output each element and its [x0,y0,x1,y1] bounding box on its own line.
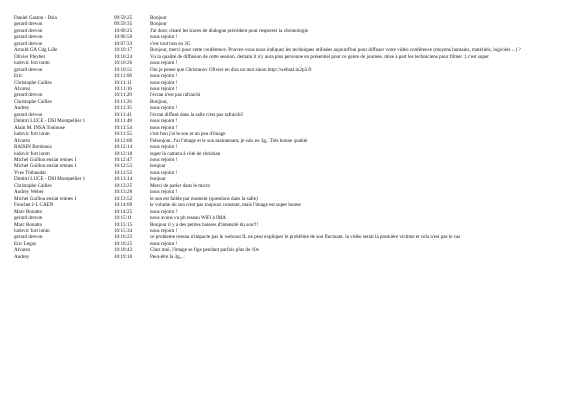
message-sender: Audrey Weber [14,189,44,196]
message-time: 10:07:33 [114,40,133,47]
message-sender: Arnold GA Cdg Lille [14,47,58,54]
message-time: 10:11:35 [114,105,132,112]
message-time: 10:10:17 [114,47,133,54]
message-text: bonjour [150,163,166,170]
message-text: ce probleme reseau n'impacte pas le webcast IL ne peut expliquer le problème de son fluctuant. la vidéo serait la première victime et cela n'est pas le cas [150,234,461,241]
message-text: c'est bon j'ai le son et un peu d'image [150,131,226,138]
message-time: 10:10:24 [114,53,133,60]
message-time: 10:12:55 [114,169,133,176]
message-text: Bonjour, merci pour cette conférence. Pouvez-vous nous indiquez les techniques utilisées aujourd'hui pour diffuser votre vidéo conférence (moyens humains, matériels, logiciels ...) ? [150,47,521,54]
message-text: nous rejoint ! [150,60,178,67]
message-sender: gerard drevon [14,111,43,118]
message-time: 10:18:43 [114,247,133,254]
message-sender: ludovic fort ionm [14,150,50,157]
message-text: le son est faible par moment (questions dans la salle) [150,195,258,202]
message-time: 10:15:34 [114,227,133,234]
message-time: 10:14:25 [114,208,133,215]
message-text: Oui je pense que Christanov Olivier en dira un mot sinon http://webast.in2p3.fr [150,66,312,73]
message-sender: ludovic fort ionm [14,131,50,138]
message-sender: Christophe Cailles [14,182,52,189]
message-text: c'est tout bon en 3G [150,40,191,47]
message-time: 10:15:15 [114,221,133,228]
message-time: 10:18:25 [114,240,133,247]
message-time: 09:59:25 [114,15,133,21]
message-sender: gerard drevon [14,92,43,99]
message-time: 10:11:41 [114,111,132,118]
message-sender: Alvarez [14,137,31,144]
message-text: Chez moi, l'image se fige pendant parfois plus de 10s [150,247,259,254]
message-time: 10:14:09 [114,202,133,209]
message-text: nous rejoint ! [150,156,178,163]
message-time: 09:59:35 [114,21,133,28]
message-sender: gerard drevon [14,66,43,73]
message-sender: gerard drevon [14,34,43,41]
message-sender: Alain M. INSA Toulouse [14,124,66,131]
message-time: 10:12:18 [114,150,133,157]
message-sender: gerard drevon [14,40,43,47]
message-text: l'écran n'est pas rafraichi [150,92,201,99]
message-sender: Olivier Pleybet [14,53,45,60]
message-sender: ludovic fort ionm [14,227,50,234]
message-time: 10:11:11 [114,79,132,86]
message-sender: gerard drevon [14,215,43,222]
message-sender: Marc Bonatto [14,221,43,228]
message-text: nous rejoint ! [150,227,178,234]
message-time: 10:19:18 [114,253,133,260]
message-text: Vu la qualité de diffusion de cette session, demain il n'y aura plus personne en présentiel pour ce genre de journée, mise à part les techniciens pour filmer :) c'est super [150,53,489,60]
message-text: nous rejoint ! [150,79,178,86]
message-text: nous rejoint ! [150,124,178,131]
message-text: nous rejoint ! [150,85,178,92]
message-time: 10:11:20 [114,92,132,99]
message-sender: Yves Thibaudat [14,169,46,176]
message-time: 10:11:54 [114,124,132,131]
message-time: 10:13:52 [114,195,133,202]
message-text: Febonjour, J'ai l'image et le son maintenant, je suis en 3g,. Très bonne qualité [150,137,308,144]
message-time: 10:16:22 [114,234,133,241]
message-time: 10:12:53 [114,163,133,170]
message-text: Bonjour il y a des petites baisses d'intensité du son!!! [150,221,259,228]
message-text: Bonjour [150,15,167,21]
message-sender: Dimitri LUCE - DSI Montpellier 1 [14,118,86,125]
message-text: nous rejoint ! [150,144,178,151]
message-sender: RAISIN Bordeaux [14,144,53,151]
message-text: Merci de parler dans le micro [150,182,211,189]
message-time: 10:13:28 [114,189,133,196]
message-sender: gerard drevon [14,27,43,34]
message-text: J'ai donc clearé les traces de dialogue précédent pour respecter la chronologie [150,27,309,34]
message-sender: gerard drevon [14,234,43,241]
message-text: nous avons vu pb reseau WiFi à IMA [150,215,226,222]
message-text: Peut-être la 3g,... [150,253,185,260]
message-time: 10:13:14 [114,176,133,183]
message-sender: Michel Guillou ensiat rennes 1 [14,156,77,163]
message-time: 10:11:48 [114,118,132,125]
message-text: nous rejoint ! [150,73,178,80]
message-sender: Alvarez [14,85,31,92]
message-sender: Audrey [14,253,30,260]
message-time: 10:11:16 [114,85,132,92]
message-text: nous rejoint ! [150,105,178,112]
message-sender: Fouchet J-L CAEN [14,202,54,209]
message-time: 10:10:51 [114,66,133,73]
message-time: 10:12:47 [114,156,133,163]
message-text: nous rejoint ! [150,208,178,215]
message-sender: Dimitri LUCE - DSI Montpellier 1 [14,176,86,183]
message-time: 10:13:25 [114,182,133,189]
message-sender: Christophe Cailles [14,79,52,86]
message-text: nous rejoint ! [150,34,178,41]
message-time: 10:06:50 [114,34,133,41]
message-time: 10:11:08 [114,73,132,80]
message-sender: Daniel Gaston - Dsia [14,15,57,21]
message-text: Bonjour, [150,98,168,105]
message-time: 10:00:25 [114,27,133,34]
chat-message-row [14,254,558,260]
message-text: bonjour [150,176,166,183]
message-text: nous rejoint ! [150,189,178,196]
chat-transcript [14,15,558,260]
message-text: nous rejoint ! [150,240,178,247]
message-sender: Audrey [14,105,30,112]
message-text: nous rejoint ! [150,118,178,125]
message-time: 10:11:55 [114,131,132,138]
message-time: 10:12:06 [114,137,133,144]
message-sender: gerard drevon [14,21,43,28]
message-sender: Christophe Cailles [14,98,52,105]
message-time: 10:11:26 [114,98,132,105]
message-text: Bonjour [150,21,167,28]
message-sender: Michel Guillou ensiat rennes 1 [14,195,77,202]
message-sender: Michel Guillou ensiat rennes 1 [14,163,77,170]
message-text: l'écran diffusé dans la salle n'est pas rafraichi! [150,111,244,118]
message-sender: Eric [14,73,23,80]
message-sender: Marc Bonatto [14,208,43,215]
message-sender: Alvarez [14,247,31,254]
message-time: 10:10:26 [114,60,133,67]
message-text: super la camera à côté de christian [150,150,221,157]
message-text: nous rejoint ! [150,169,178,176]
message-text: le volume du son n'est pas toujours constant, mais l'image est super bonne [150,202,301,209]
message-time: 10:15:11 [114,215,132,222]
message-sender: Eric Legay [14,240,37,247]
message-sender: ludovic fort ionm [14,60,50,67]
message-time: 10:12:14 [114,144,133,151]
